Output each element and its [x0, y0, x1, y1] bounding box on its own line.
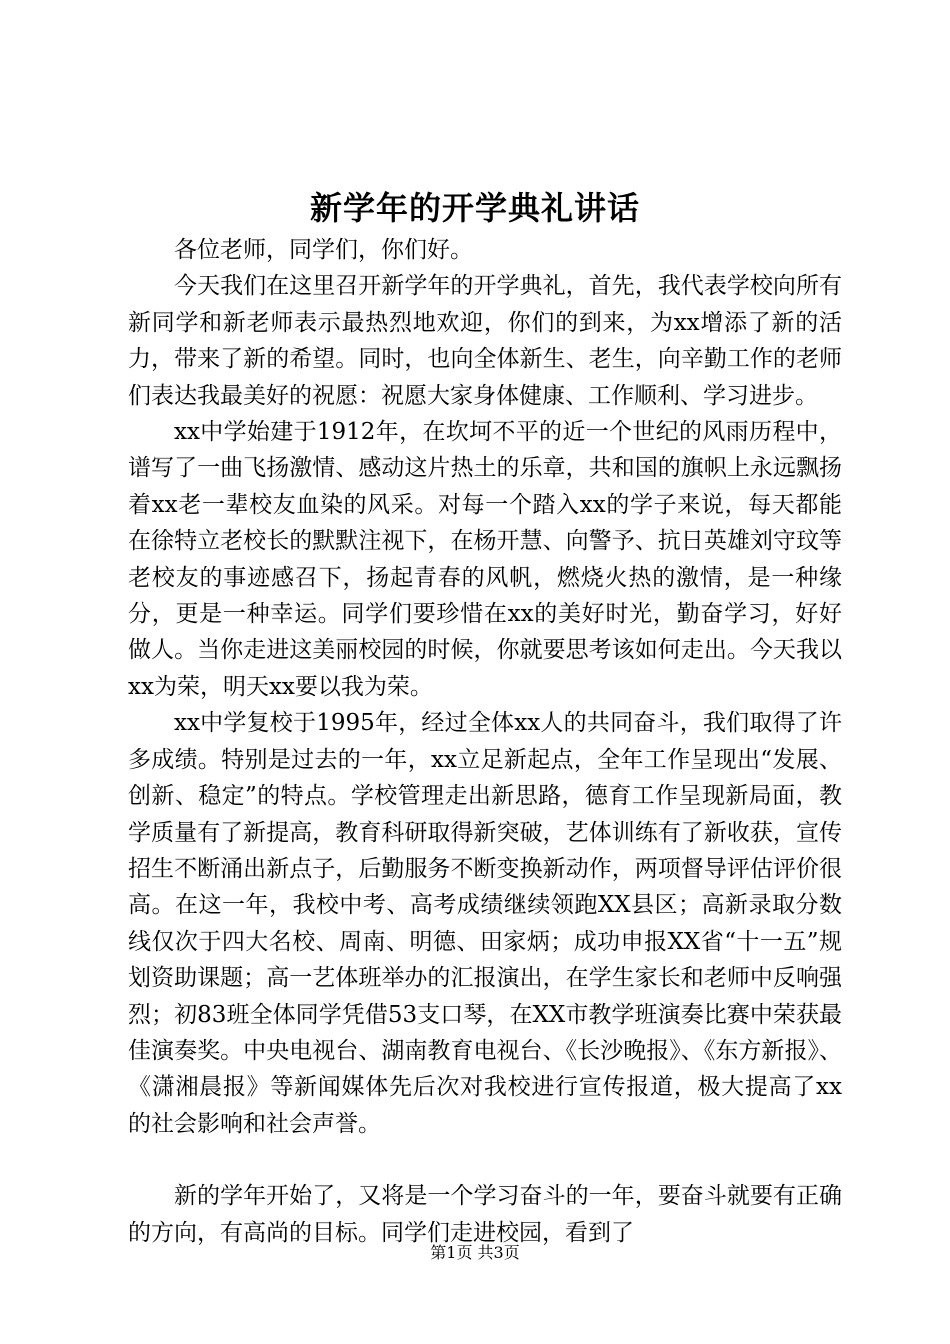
- page-number-footer: 第1页 共3页: [430, 1243, 520, 1262]
- document-title: 新学年的开学典礼讲话: [309, 189, 640, 227]
- paragraph-greeting: 各位老师，同学们，你们好。: [174, 237, 473, 263]
- paragraph-new-year: 新的学年开始了，又将是一个学习奋斗的一年，要奋斗就要有正确的方向，有高尚的目标。同学们走进校园，看到了: [128, 1183, 842, 1246]
- document-body: [128, 232, 842, 1251]
- paragraph-welcome: 今天我们在这里召开新学年的开学典礼，首先，我代表学校向所有新同学和新老师表示最热烈地欢迎，你们的到来，为xx增添了新的活力，带来了新的希望。同时，也向全体新生、老生，向辛勤工作的老师们表达我最美好的祝愿：祝愿大家身体健康、工作顺利、学习进步。: [128, 273, 842, 409]
- paragraph-achievements: xx中学复校于1995年，经过全体xx人的共同奋斗，我们取得了许多成绩。特别是过去的一年，xx立足新起点，全年工作呈现出“发展、创新、稳定”的特点。学校管理走出新思路，德育工作呈现新局面，教学质量有了新提高，教育科研取得新突破，艺体训练有了新收获，宣传招生不断涌出新点子，后勤服务不断变换新动作，两项督导评估评价很高。在这一年，我校中考、高考成绩继续领跑XX县区；高新录取分数线仅次于四大名校、周南、明德、田家炳；成功申报XX省“十一五”规划资助课题；高一艺体班举办的汇报演出，在学生家长和老师中反响强烈；初83班全体同学凭借53支口琴，在XX市教学班演奏比赛中荣获最佳演奏奖。中央电视台、湖南教育电视台、《长沙晚报》、《东方新报》、《潇湘晨报》等新闻媒体先后次对我校进行宣传报道，极大提高了xx的社会影响和社会声誉。: [128, 710, 842, 1137]
- paragraph-history: xx中学始建于1912年，在坎坷不平的近一个世纪的风雨历程中，谱写了一曲飞扬激情、感动这片热土的乐章，共和国的旗帜上永远飘扬着xx老一辈校友血染的风采。对每一个踏入xx的学子来说，每天都能在徐特立老校长的默默注视下，在杨开慧、向警予、抗日英雄刘守玟等老校友的事迹感召下，扬起青春的风帆，燃烧火热的激情，是一种缘分，更是一种幸运。同学们要珍惜在xx的美好时光，勤奋学习，好好做人。当你走进这美丽校园的时候，你就要思考该如何走出。今天我以xx为荣，明天xx要以我为荣。: [128, 419, 842, 700]
